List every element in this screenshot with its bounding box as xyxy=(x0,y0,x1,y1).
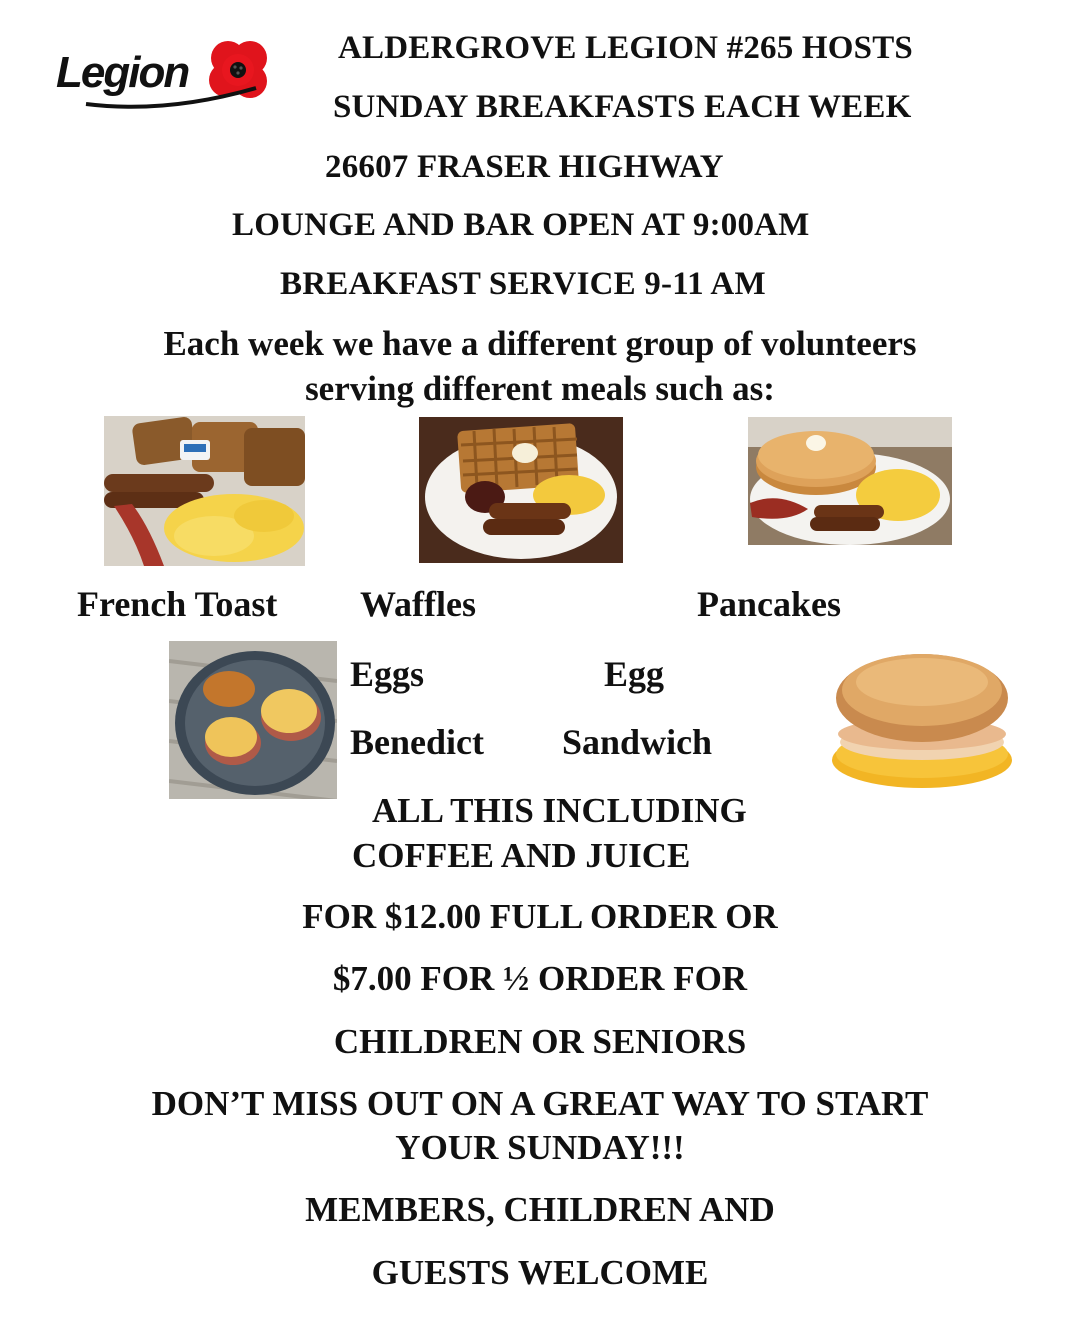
pricing-line-4: $7.00 FOR ½ ORDER FOR xyxy=(332,959,748,998)
header-line-2: SUNDAY BREAKFASTS EACH WEEK xyxy=(333,89,912,125)
label-pancakes: Pancakes xyxy=(697,584,841,624)
label-french-toast: French Toast xyxy=(77,584,278,624)
pricing-line-2: COFFEE AND JUICE xyxy=(352,836,691,875)
lounge-hours: LOUNGE AND BAR OPEN AT 9:00AM xyxy=(232,207,810,243)
egg-sandwich-photo xyxy=(828,650,1018,796)
closing-line-1: DON’T MISS OUT ON A GREAT WAY TO START xyxy=(151,1084,929,1123)
label-egg: Egg xyxy=(604,654,665,694)
closing-line-3: MEMBERS, CHILDREN AND xyxy=(305,1190,775,1229)
intro-line-2: serving different meals such as: xyxy=(305,369,775,408)
legion-logo xyxy=(56,36,276,116)
poppy-icon xyxy=(56,36,276,116)
address: 26607 FRASER HIGHWAY xyxy=(325,149,724,185)
intro-line-1: Each week we have a different group of volunteers xyxy=(163,324,917,363)
label-waffles: Waffles xyxy=(360,584,476,624)
logo-text: Legion xyxy=(56,48,189,97)
header-line-1: ALDERGROVE LEGION #265 HOSTS xyxy=(338,30,913,66)
eggs-benedict-photo xyxy=(169,641,337,799)
closing-line-2: YOUR SUNDAY!!! xyxy=(395,1128,685,1167)
pricing-line-1: ALL THIS INCLUDING xyxy=(372,791,747,830)
breakfast-hours: BREAKFAST SERVICE 9-11 AM xyxy=(280,266,766,302)
label-eggs: Eggs xyxy=(350,654,425,694)
pricing-line-3: FOR $12.00 FULL ORDER OR xyxy=(302,897,778,936)
french-toast-photo xyxy=(104,416,305,566)
pricing-line-5: CHILDREN OR SENIORS xyxy=(333,1022,747,1061)
pancakes-photo xyxy=(748,417,952,545)
waffles-photo xyxy=(419,417,623,563)
label-benedict: Benedict xyxy=(350,722,484,762)
closing-line-4: GUESTS WELCOME xyxy=(371,1253,709,1292)
label-sandwich: Sandwich xyxy=(562,722,713,762)
